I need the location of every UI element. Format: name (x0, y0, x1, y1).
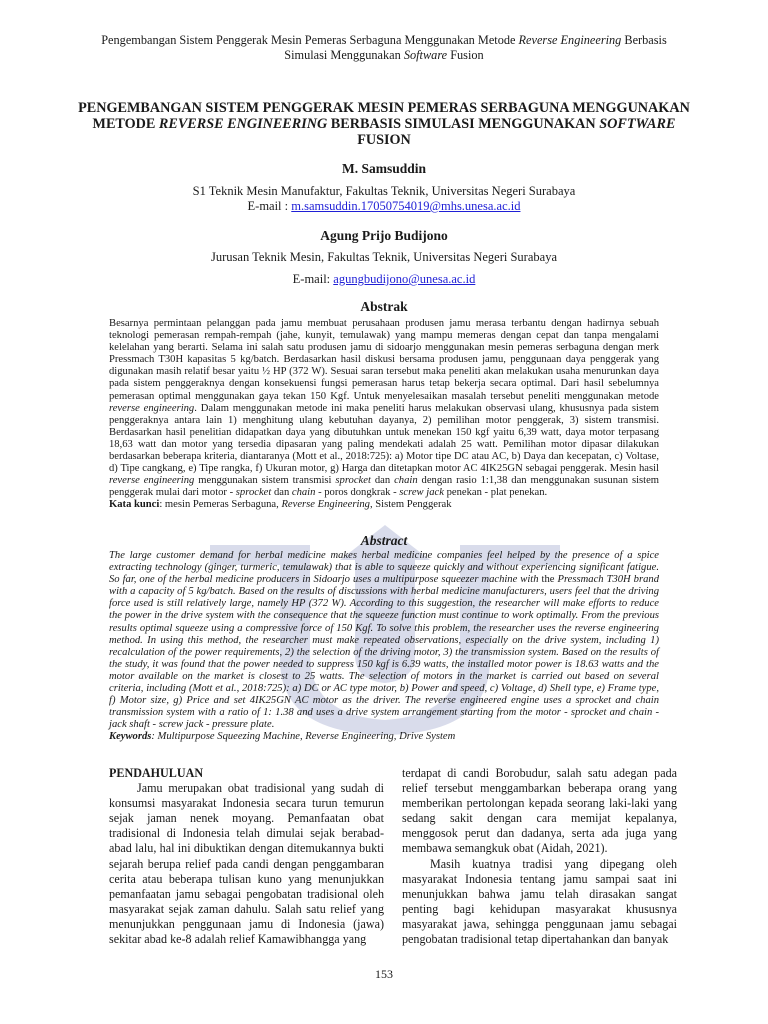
title-italic: REVERSE ENGINEERING (158, 116, 328, 132)
abstrak-italic: chain (394, 475, 418, 487)
title-line: PENGEMBANGAN SISTEM PENGGERAK MESIN PEMERAS SERBAGUNA MENGGUNAKAN (78, 100, 690, 116)
running-header-text: Fusion (447, 48, 484, 62)
abstrak-italic: reverse engineering (109, 402, 195, 414)
abstrak-body (109, 318, 659, 512)
running-header-text: Pengembangan Sistem Penggerak Mesin Pemeras Serbaguna Menggunakan Metode (101, 33, 519, 47)
title-line: FUSION (357, 132, 411, 148)
email-label: E-mail : (247, 199, 292, 213)
running-header-line1 (60, 33, 708, 48)
abstrak-text: menggunakan sistem transmisi (194, 475, 336, 487)
page-number: 153 (375, 967, 393, 981)
kata-kunci-italic: Reverse Engineering (281, 499, 370, 511)
abstract-text: The large customer demand for herbal medicine makes herbal medicine companies feel helped by the presence of a spice extracting technology (ginger, turmeric, temulawak) that is able to squeeze quickly and without experiencing significant fatigue. So far, one of the herbal medicine producers in Sidoarjo uses a multipurpose squeezer machine with (109, 550, 659, 586)
abstrak-text: penekan - plat penekan. (443, 487, 548, 499)
keywords-label: Keywords (109, 731, 152, 743)
author-email-line (60, 272, 708, 287)
running-header-line2 (60, 48, 708, 63)
abstrak-italic: sprocket (335, 475, 371, 487)
abstrak-text: dengan rasio 1:1,38 dan menggunakan susunan sistem penggerak mulai dari motor - (109, 475, 660, 499)
title-italic: SOFTWARE (599, 116, 676, 132)
pendahuluan-heading: PENDAHULUAN (109, 766, 204, 780)
running-header-italic: Reverse Engineering (518, 33, 622, 47)
kata-kunci-text: , Sistem Penggerak (369, 499, 452, 511)
author-email-link[interactable]: m.samsuddin.17050754019@mhs.unesa.ac.id (291, 199, 521, 213)
running-header (60, 33, 708, 63)
author-email-line (60, 199, 708, 214)
paper-title (60, 100, 708, 148)
abstract-text: Pressmach T30H brand with a capacity of 5 kg/batch. Based on the results of discussions with herbal medicine manufacturers, users feel that the driving force used is still relatively large, namely HP (372 W). According to this suggestion, the researcher will make efforts to reduce the power in the drive system with the consequence that the squeeze function must continue to work optimally. From the previous results optimal squeeze using a compressive force of 150 Kgf. To solve this problem, the researcher uses the reverse engineering method. In using this method, the researcher must make repeated observations, especially on the drive system, including 1) recalculation of the power requirements, 2) the selection of the driving motor, 3) the transmission system. Based on the results of the study, it was found that the power needed to suppress 150 kgf is 6.39 watts, the installed motor power is 18.63 watts and the motor available on the market is closest to 25 watts. The selection of motors in the market is carried out based on several criteria, including (Mott et al., 2018:725): a) DC or AC type motor, b) Power and speed, c) Voltage, d) Shell type, e) Frame type, f) Motor size, g) Price and set 4IK25GN AC motor as the driver. The reverse engineered engine uses a sprocket and chain transmission system with a ratio of 1: 1.38 and uses a drive system arrangement starting from the motor - sprocket and chain - jack shaft - screw jack - pressure plate. (109, 574, 659, 731)
abstrak-italic: screw jack (399, 487, 444, 499)
running-header-text: Simulasi Menggunakan (284, 48, 404, 62)
abstrak-italic: chain (291, 487, 316, 499)
author-affiliation: Jurusan Teknik Mesin, Fakultas Teknik, Universitas Negeri Surabaya (211, 250, 557, 264)
title-text: BERBASIS SIMULASI MENGGUNAKAN (327, 116, 600, 132)
abstrak-italic: sprocket (235, 487, 272, 499)
abstract-heading: Abstract (360, 533, 408, 548)
abstrak-text: - poros dongkrak - (315, 487, 400, 499)
abstrak-text: dan (271, 487, 292, 499)
abstract-text-normal: the (541, 574, 555, 586)
abstrak-heading: Abstrak (360, 299, 408, 314)
author-email-link[interactable]: agungbudijono@unesa.ac.id (333, 272, 476, 286)
kata-kunci-text: : mesin Pemeras Serbaguna, (159, 499, 282, 511)
abstrak-text: dan (370, 475, 395, 487)
title-text: METODE (92, 116, 159, 132)
title-line (60, 116, 708, 132)
abstrak-text: . Dalam menggunakan metode ini maka peneliti harus melakukan observasi ulang, khususnya pada sistem penggeraknya antara lain 1) menghitung ulang kebutuhan dayanya, 2) pemilihan motor penggerak, 3) sistem transmisi. Berdasarkan hasil penelitian didapatkan daya yang dibutuhkan untuk menekan 150 kgf yaitu 6,39 watt, daya motor terpasang 18,63 watt dan motor yang tersedia dipasaran yang paling mendekati adalah 25 watt. Pemilihan motor dipasar dilakukan berdasarkan beberapa kriteria, diantaranya (Mott et al., 2018:725): a) Motor tipe DC atau AC, b) Daya dan kecepatan, c) Voltase, d) Tipe cangkang, e) Tipe rangka, f) Ukuran motor, g) Harga dan ditetapkan motor AC 4IK25GN sebagai penggerak. Mesin hasil (109, 402, 659, 475)
abstrak-text: Besarnya permintaan pelanggan pada jamu membuat perusahaan produsen jamu merasa terbantu dengan hadirnya sebuah teknologi pemerasan rempah-rempah (jahe, kunyit, temulawak) yang mampu memeras dengan cepat dan tanpa mengalami kelelahan yang berarti. Selama ini salah satu produsen jamu di sidoarjo menggunakan mesin pemeras serbaguna dengan merk Pressmach T30H kapasitas 5 kg/batch. Berdasarkan hasil diskusi bersama produsen jamu, penggunaan daya penggerak yang digunakan masih relatif besar yaitu ½ HP (372 W). Sesuai saran tersebut maka peneliti akan melakukan usaha menurunkan daya pada sistem penggeraknya dengan konsekuensi fungsi pemerasan harus tetap bekerja secara optimal. Dari hasil sebelumnya pemerasan optimal menggunakan gaya tekan 150 Kgf. Untuk menyelesaikan masalah tersebut peneliti menggunakan metode (109, 318, 659, 402)
kata-kunci (109, 499, 659, 511)
keywords (109, 731, 659, 743)
email-label: E-mail: (292, 272, 334, 286)
abstrak-italic: reverse engineering (109, 475, 195, 487)
body-column-left (109, 766, 384, 947)
keywords-text: : Multipurpose Squeezing Machine, Reverse Engineering, Drive System (151, 731, 456, 743)
kata-kunci-label: Kata kunci (109, 499, 160, 511)
author-name: M. Samsuddin (341, 161, 427, 176)
body-column-right (402, 766, 677, 947)
body-paragraph: terdapat di candi Borobudur, salah satu adegan pada relief tersebut menggambarkan beberapa orang yang memberikan pertolongan kepada seorang laki-laki yang sedang sakit dengan cara memijat kepalanya, menggosok perut dan dadanya, serta ada juga yang membawa semangkuk obat (Aidah, 2021). (402, 766, 677, 856)
body-paragraph: Jamu merupakan obat tradisional yang sudah di konsumsi masyarakat Indonesia secara turun temurun sejak jaman nenek moyang. Pemanfaatan obat tradisional di Indonesia telah dimulai sejak berabad-abad lalu, hal ini dibuktikan dengan ditemukannya bukti sejarah berupa relief pada candi dengan penggambaran cerita atau beberapa tulisan kuno yang menunjukkan pemanfaatan jamu sebagai pengobatan tradisional oleh masyarakat sejak zaman dahulu. Salah satu relief yang menunjukkan penggunaan jamu di Indonesia (jawa) sekitar abad ke-8 adalah relief Kamawibhangga yang (109, 781, 384, 947)
running-header-text: Berbasis (621, 33, 667, 47)
running-header-italic: Software (403, 48, 448, 62)
author-name: Agung Prijo Budijono (320, 228, 448, 243)
author-affiliation: S1 Teknik Mesin Manufaktur, Fakultas Teknik, Universitas Negeri Surabaya (192, 184, 576, 198)
body-paragraph: Masih kuatnya tradisi yang dipegang oleh masyarakat Indonesia tentang jamu sampai saat ini menunjukkan bahwa jamu telah dirasakan sangat penting bagi kehidupan masyarakat khususnya masyarakat jawa, sehingga penggunaan jamu sebagai pengobatan tradisional tetap dipertahankan dan banyak (402, 856, 677, 947)
abstract-body (109, 550, 659, 744)
